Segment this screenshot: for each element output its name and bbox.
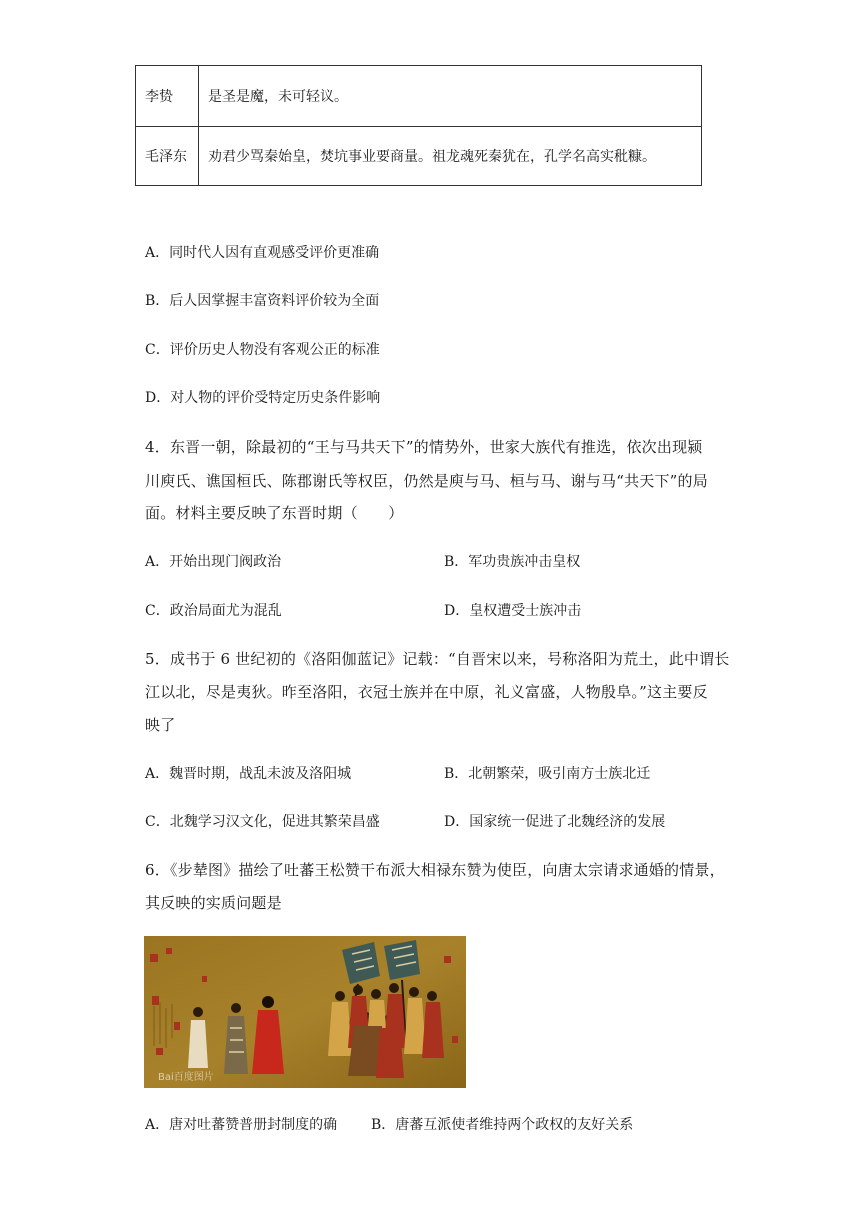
q6-option-a[interactable]: A．唐对吐蕃赞普册封制度的确 bbox=[145, 1117, 338, 1133]
q3-option-b[interactable]: B．后人因掌握丰富资料评价较为全面 bbox=[145, 293, 380, 309]
table-row-1-comment: 是圣是魔，未可轻议。 bbox=[208, 89, 348, 105]
q5-stem-line-3: 映了 bbox=[145, 716, 176, 734]
q5-stem-line-1: 5．成书于 6 世纪初的《洛阳伽蓝记》记载：“自晋宋以来，号称洛阳为荒土，此中谓长 bbox=[145, 650, 730, 668]
q5-option-b[interactable]: B．北朝繁荣，吸引南方士族北迁 bbox=[444, 766, 651, 782]
q4-option-b[interactable]: B．军功贵族冲击皇权 bbox=[444, 554, 581, 570]
q4-stem-line-3: 面。材料主要反映了东晋时期（ ） bbox=[145, 504, 404, 522]
table-row-2-comment: 劝君少骂秦始皇，焚坑事业要商量。祖龙魂死秦犹在，孔学名高实秕糠。 bbox=[199, 126, 701, 185]
quote-table bbox=[135, 65, 702, 186]
q6-option-b[interactable]: B．唐蕃互派使者维持两个政权的友好关系 bbox=[371, 1117, 634, 1133]
q4-stem-line-2: 川庾氏、谯国桓氏、陈郡谢氏等权臣，仍然是庾与马、桓与马、谢与马“共天下”的局 bbox=[145, 472, 708, 490]
q6-stem-line-2: 其反映的实质问题是 bbox=[145, 894, 282, 912]
q6-stem-line-1: 6．《步辇图》描绘了吐蕃王松赞干布派大相禄东赞为使臣，向唐太宗请求通婚的情景， bbox=[145, 861, 725, 879]
q4-option-a[interactable]: A．开始出现门阀政治 bbox=[145, 554, 282, 570]
q4-stem-line-1: 4．东晋一朝，除最初的“王与马共天下”的情势外，世家大族代有推选，依次出现颍 bbox=[145, 438, 703, 456]
q4-option-c[interactable]: C．政治局面尤为混乱 bbox=[145, 603, 282, 619]
q5-option-c[interactable]: C．北魏学习汉文化，促进其繁荣昌盛 bbox=[145, 814, 380, 830]
image-watermark: Bai百度图片 bbox=[158, 1072, 214, 1083]
q3-option-c[interactable]: C．评价历史人物没有客观公正的标准 bbox=[145, 342, 380, 358]
bunian-tu-painting bbox=[144, 936, 466, 1088]
q5-stem-line-2: 江以北，尽是夷狄。昨至洛阳，衣冠士族并在中原，礼义富盛，人物殷阜。”这主要反 bbox=[145, 683, 708, 701]
q3-option-d[interactable]: D．对人物的评价受特定历史条件影响 bbox=[145, 390, 381, 406]
table-row-1-name: 李贽 bbox=[136, 66, 199, 126]
q5-option-a[interactable]: A．魏晋时期，战乱未波及洛阳城 bbox=[145, 766, 352, 782]
table-row-2-name: 毛泽东 bbox=[136, 126, 199, 185]
q3-option-a[interactable]: A．同时代人因有直观感受评价更准确 bbox=[145, 245, 380, 261]
q5-option-d[interactable]: D．国家统一促进了北魏经济的发展 bbox=[444, 814, 666, 830]
q4-option-d[interactable]: D．皇权遭受士族冲击 bbox=[444, 603, 582, 619]
